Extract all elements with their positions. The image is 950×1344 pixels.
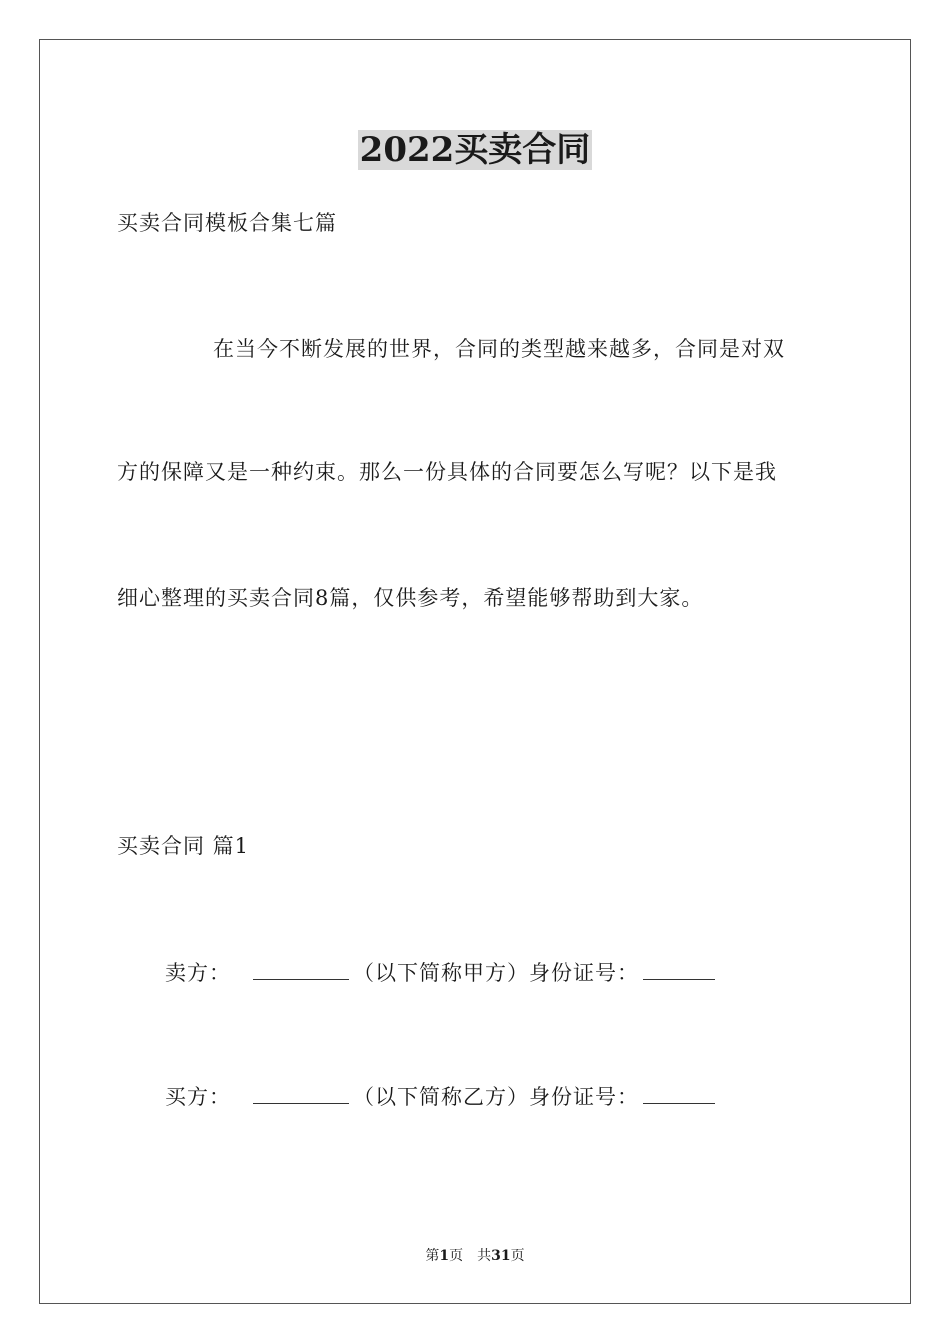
seller-id-blank — [643, 957, 715, 980]
section-heading: 买卖合同 篇1 — [117, 834, 250, 858]
footer-current-page: 1 — [439, 1248, 450, 1264]
intro-line-3: 细心整理的买卖合同8篇，仅供参考，希望能够帮助到大家。 — [117, 586, 704, 610]
seller-note: （以下简称甲方）身份证号： — [353, 961, 639, 985]
footer-prefix: 第 — [425, 1248, 440, 1264]
buyer-row — [165, 1081, 715, 1112]
page-footer — [0, 1246, 950, 1266]
footer-mid: 页 共 — [449, 1248, 492, 1264]
intro-line-2: 方的保障又是一种约束。那么一份具体的合同要怎么写呢？以下是我 — [117, 460, 777, 484]
buyer-name-blank — [253, 1081, 349, 1104]
seller-label: 卖方： — [165, 961, 231, 985]
seller-name-blank — [253, 957, 349, 980]
buyer-label: 买方： — [165, 1085, 231, 1109]
footer-suffix: 页 — [510, 1248, 525, 1264]
seller-row — [165, 957, 715, 988]
buyer-id-blank — [643, 1081, 715, 1104]
footer-total-pages: 31 — [491, 1248, 511, 1264]
document-title — [0, 128, 950, 172]
document-subtitle: 买卖合同模板合集七篇 — [117, 211, 337, 235]
intro-line-1: 在当今不断发展的世界，合同的类型越来越多，合同是对双 — [213, 337, 785, 361]
document-title-text: 2022买卖合同 — [359, 130, 591, 170]
buyer-note: （以下简称乙方）身份证号： — [353, 1085, 639, 1109]
